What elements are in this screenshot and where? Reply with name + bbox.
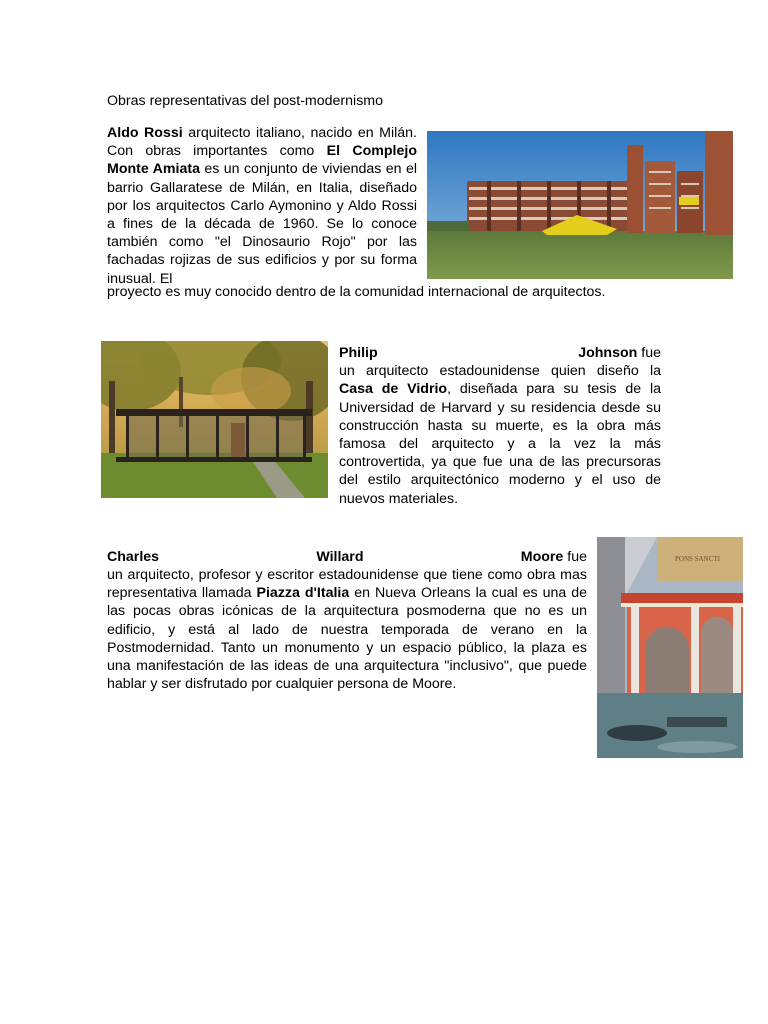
rossi-work: El Complejo Monte Amiata	[107, 143, 418, 178]
moore-first-name: Charles	[107, 549, 160, 565]
moore-text-2: en Nueva Orleans la cual es una de las pocas obras icónicas de la arquitectura posmoderna que no es un edificio, y está al lado de nuestra temporada de verano en la Postmodernidad. Tanto un monumento y un espacio público, la plaza es una manifestación de las ideas de una arquitectura "inclusivo", que puede hablar y ser disfrutado por cualquier persona de Moore.	[107, 585, 587, 693]
johnson-last-name: Johnson	[578, 345, 638, 361]
moore-paragraph	[107, 566, 587, 693]
casa-de-vidrio-photo	[101, 341, 328, 498]
moore-heading-row	[107, 548, 587, 566]
johnson-work: Casa de Vidrio	[339, 381, 448, 398]
johnson-paragraph	[339, 344, 661, 508]
johnson-heading-row	[339, 344, 661, 362]
rossi-paragraph-tail: proyecto es muy conocido dentro de la comunidad internacional de arquitectos.	[107, 284, 606, 300]
moore-middle-name: Willard	[316, 549, 364, 565]
rossi-name: Aldo Rossi	[107, 125, 183, 141]
piazza-ditalia-photo	[597, 537, 743, 758]
page-title: Obras representativas del post-modernismo	[107, 93, 383, 109]
johnson-text-2: , diseñada para su tesis de la Universidad de Harvard y su residencia desde su construcción hasta su muerte, es la obra más famosa del arquitecto y a la vez la más controvertida, ya que fue una de las precursoras del estilo arquitectónico moderno y el uso de nuevos materiales.	[339, 381, 661, 507]
rossi-paragraph	[107, 124, 417, 288]
johnson-fue: fue	[637, 345, 661, 361]
johnson-text-1: un arquitecto estadounidense quien diseño la	[339, 363, 661, 380]
moore-last-name: Moore	[520, 549, 564, 565]
moore-work: Piazza d'Italia	[256, 585, 350, 602]
moore-text-1: un arquitecto, profesor y escritor estadounidense que tiene como obra mas representativa llamada	[107, 567, 587, 602]
johnson-first-name: Philip	[339, 345, 378, 361]
pons-sancti-inscription: PONS SANCTI	[675, 555, 720, 563]
moore-fue: fue	[563, 549, 587, 565]
johnson-body	[339, 362, 661, 508]
rossi-text-2: es un conjunto de viviendas en el barrio Gallaratese de Milán, en Italia, diseñado por los arquitectos Carlo Aymonino y Aldo Rossi a fines de la década de 1960. Se lo conoce también como "el Dinosaurio Rojo" por las fachadas rojizas de sus edificios y por su forma inusual. El	[107, 161, 417, 287]
rossi-text-1: arquitecto italiano, nacido en Milán. Con obras importantes como	[107, 125, 417, 160]
monte-amiata-photo	[427, 131, 733, 279]
